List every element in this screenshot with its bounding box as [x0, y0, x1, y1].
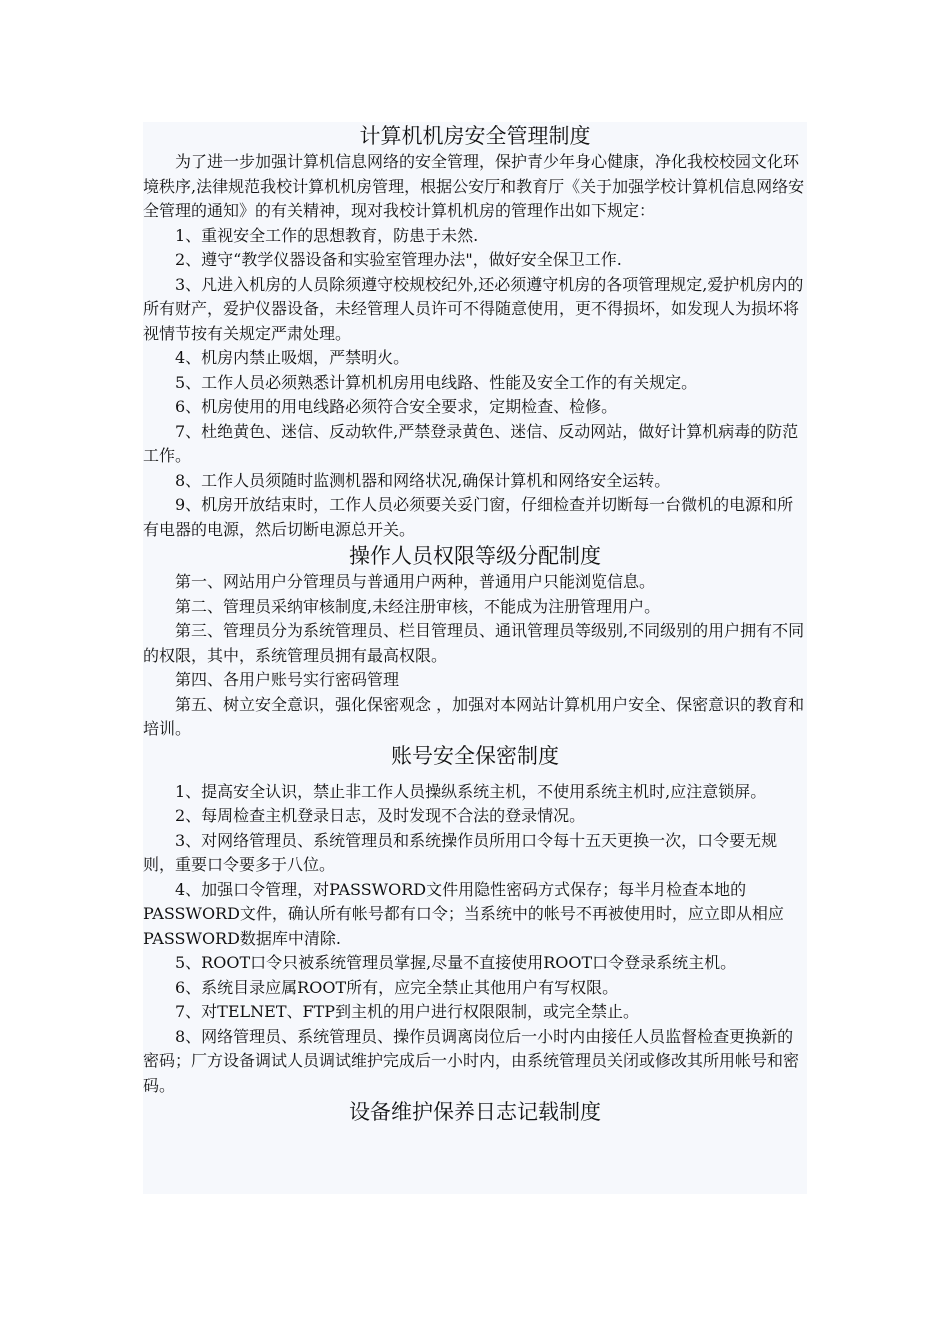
paragraph: 第二、管理员采纳审核制度,未经注册审核，不能成为注册管理用户。: [175, 596, 661, 616]
paragraph: 2、遵守“教学仪器设备和实验室管理办法"，做好安全保卫工作.: [175, 250, 622, 269]
paragraph: 第一、网站用户分管理员与普通用户两种，普通用户只能浏览信息。: [175, 572, 656, 591]
section-title-account-security: 账号安全保密制度: [391, 743, 559, 768]
paragraph: 1、提高安全认识，禁止非工作人员操纵系统主机，不使用系统主机时,应注意锁屏。: [175, 781, 767, 801]
paragraph: 4、机房内禁止吸烟，严禁明火。: [175, 348, 410, 367]
paragraph: 6、机房使用的用电线路必须符合安全要求，定期检查、检修。: [175, 397, 618, 416]
section-title-computer-room-safety: 计算机机房安全管理制度: [359, 124, 591, 148]
paragraph: 4、加强口令管理，对PASSWORD文件用隐性密码方式保存；每半月检查本地的PASSWORD文件，确认所有帐号都有口令；当系统中的帐号不再被使用时，应立即从相应PASSWORD数据库中清除.: [143, 879, 784, 948]
paragraph: 1、重视安全工作的思想教育，防患于未然.: [175, 225, 479, 245]
paragraph: 7、杜绝黄色、迷信、反动软件,严禁登录黄色、迷信、反动网站，做好计算机病毒的防范工作。: [143, 421, 799, 465]
paragraph: 5、工作人员必须熟悉计算机机房用电线路、性能及安全工作的有关规定。: [175, 372, 698, 392]
paragraph: 第四、各用户账号实行密码管理: [175, 670, 400, 689]
paragraph: 第三、管理员分为系统管理员、栏目管理员、通讯管理员等级别,不同级别的用户拥有不同的权限，其中，系统管理员拥有最高权限。: [143, 621, 805, 665]
paragraph: 5、ROOT口令只被系统管理员掌握,尽量不直接使用ROOT口令登录系统主机。: [175, 953, 737, 972]
paragraph: 8、工作人员须随时监测机器和网络状况,确保计算机和网络安全运转。: [175, 470, 671, 490]
paragraph: 2、每周检查主机登录日志，及时发现不合法的登录情况。: [175, 806, 586, 825]
paragraph: 9、机房开放结束时，工作人员必须要关妥门窗，仔细检查并切断每一台微机的电源和所有电器的电源，然后切断电源总开关。: [143, 495, 794, 539]
section-title-operator-permissions: 操作人员权限等级分配制度: [349, 544, 601, 568]
paragraph: 3、对网络管理员、系统管理员和系统操作员所用口令每十五天更换一次，口令要无规则，重要口令要多于八位。: [143, 830, 778, 874]
paragraph: 为了进一步加强计算机信息网络的安全管理，保护青少年身心健康，净化我校校园文化环境秩序,法律规范我校计算机机房管理，根据公安厅和教育厅《关于加强学校计算机信息网络安全管理的通知》的有关精神，现对我校计算机机房的管理作出如下规定：: [143, 152, 805, 220]
paragraph: 8、网络管理员、系统管理员、操作员调离岗位后一小时内由接任人员监督检查更换新的密码；厂方设备调试人员调试维护完成后一小时内，由系统管理员关闭或修改其所用帐号和密码。: [143, 1026, 800, 1095]
section-title-equipment-maintenance: 设备维护保养日志记载制度: [349, 1100, 601, 1124]
paragraph: 第五、树立安全意识，强化保密观念 ，加强对本网站计算机用户安全、保密意识的教育和培训。: [143, 694, 805, 738]
paragraph: 7、对TELNET、FTP到主机的用户进行权限限制，或完全禁止。: [175, 1002, 640, 1021]
document-body: [143, 122, 807, 1194]
paragraph: 6、系统目录应属ROOT所有，应完全禁止其他用户有写权限。: [175, 977, 619, 997]
paragraph: 3、凡进入机房的人员除须遵守校规校纪外,还必须遵守机房的各项管理规定,爱护机房内的所有财产，爱护仪器设备，未经管理人员许可不得随意使用，更不得损坏，如发现人为损坏将视情节按有关规定严肃处理。: [143, 274, 804, 343]
